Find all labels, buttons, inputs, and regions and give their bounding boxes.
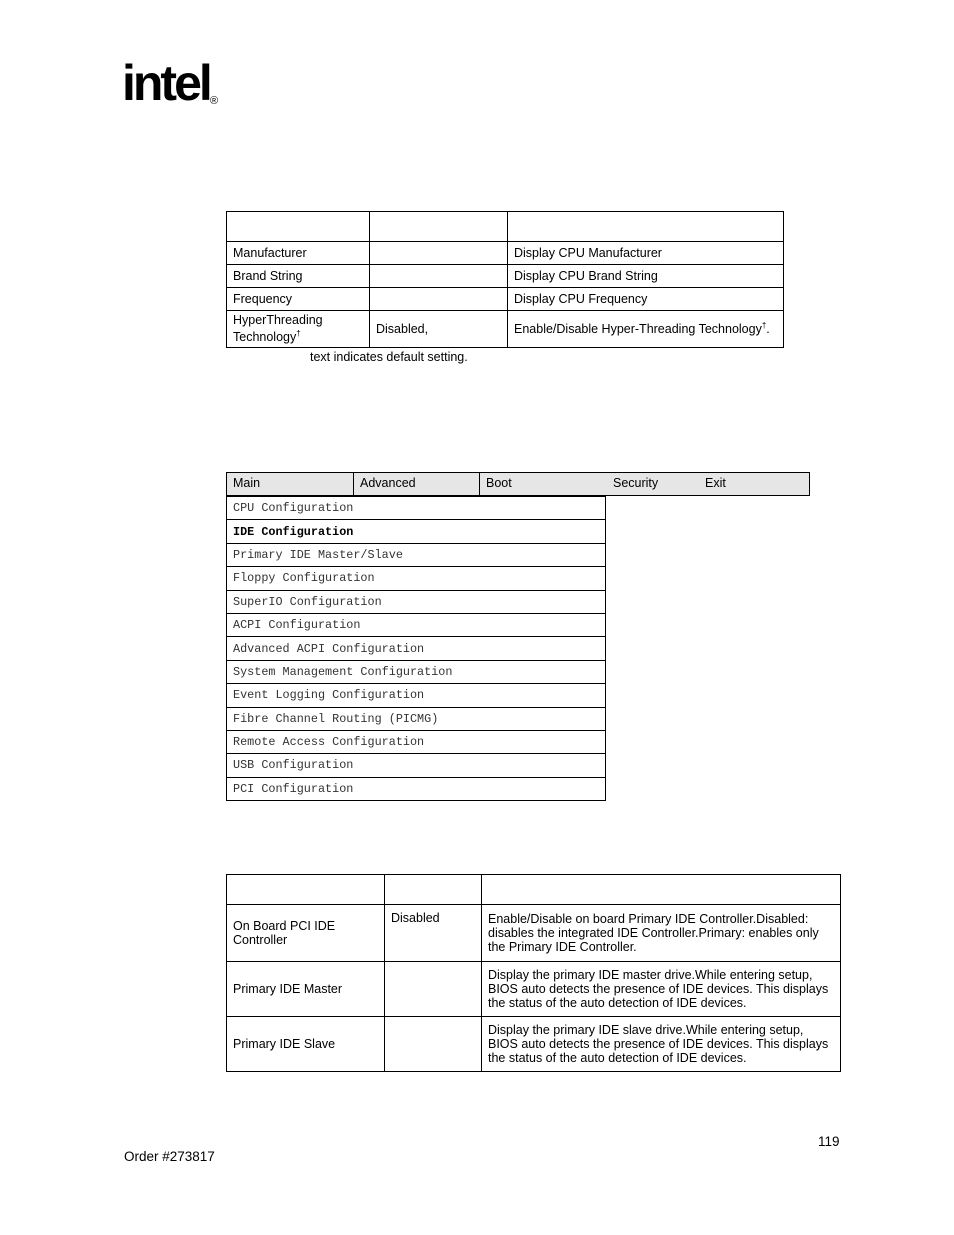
menu-row — [227, 684, 606, 707]
tab-exit[interactable]: Exit — [705, 476, 726, 490]
option-name: Brand String — [227, 265, 370, 288]
table-row — [227, 905, 841, 962]
menu-row — [227, 497, 606, 520]
option-value — [385, 1017, 482, 1072]
menu-row — [227, 730, 606, 753]
option-description: Enable/Disable Hyper-Threading Technology — [514, 322, 762, 337]
menu-row — [227, 520, 606, 543]
table-row — [227, 288, 784, 311]
cpu-config-table — [226, 211, 784, 348]
table-header-row — [227, 875, 841, 905]
menu-row — [227, 543, 606, 566]
option-description: Display the primary IDE slave drive.While entering setup, BIOS auto detects the presence of IDE devices. This displays the status of the auto detection of IDE devices. — [482, 1017, 841, 1072]
option-value — [370, 288, 508, 311]
menu-item-system-management-configuration[interactable]: System Management Configuration — [227, 660, 606, 683]
option-value: Disabled, — [370, 311, 508, 348]
table-row — [227, 311, 784, 348]
dagger-mark: † — [761, 321, 767, 331]
option-name: Primary IDE Master — [227, 962, 385, 1017]
option-name: Manufacturer — [227, 242, 370, 265]
menu-item-usb-configuration[interactable]: USB Configuration — [227, 754, 606, 777]
bios-menu-bar — [226, 472, 810, 496]
page-number: 119 — [818, 1134, 840, 1149]
option-description: Enable/Disable on board Primary IDE Controller.Disabled: disables the integrated IDE Controller.Primary: enables only the Primary IDE Controller. — [482, 905, 841, 962]
intel-logo — [122, 56, 226, 122]
table-row — [227, 962, 841, 1017]
description-end: . — [766, 322, 770, 337]
tab-advanced[interactable]: Advanced — [354, 473, 480, 495]
menu-row — [227, 613, 606, 636]
menu-row — [227, 567, 606, 590]
menu-item-event-logging-configuration[interactable]: Event Logging Configuration — [227, 684, 606, 707]
option-name: HyperThreading Technology — [233, 313, 323, 345]
menu-item-ide-configuration[interactable]: IDE Configuration — [227, 520, 606, 543]
option-value — [385, 962, 482, 1017]
table-row — [227, 242, 784, 265]
option-description-cell — [508, 311, 784, 348]
option-name: On Board PCI IDE Controller — [227, 905, 385, 962]
menu-row — [227, 754, 606, 777]
table-row — [227, 265, 784, 288]
order-number: Order #273817 — [124, 1149, 215, 1164]
menu-row — [227, 707, 606, 730]
menu-item-superio-configuration[interactable]: SuperIO Configuration — [227, 590, 606, 613]
tab-main[interactable]: Main — [227, 473, 354, 495]
option-value: Disabled — [385, 905, 482, 962]
menu-item-advanced-acpi-configuration[interactable]: Advanced ACPI Configuration — [227, 637, 606, 660]
ide-config-table — [226, 874, 841, 1072]
menu-item-remote-access-configuration[interactable]: Remote Access Configuration — [227, 730, 606, 753]
menu-row — [227, 777, 606, 800]
menu-item-primary-ide-master-slave[interactable]: Primary IDE Master/Slave — [227, 543, 606, 566]
default-setting-note: text indicates default setting. — [310, 350, 468, 364]
option-description: Display the primary IDE master drive.While entering setup, BIOS auto detects the presence of IDE devices. This displays the status of the auto detection of IDE devices. — [482, 962, 841, 1017]
menu-row — [227, 637, 606, 660]
menu-row — [227, 660, 606, 683]
menu-item-cpu-configuration[interactable]: CPU Configuration — [227, 497, 606, 520]
option-name: Primary IDE Slave — [227, 1017, 385, 1072]
table-header-row — [227, 212, 784, 242]
option-name-cell — [227, 311, 370, 348]
table-row — [227, 1017, 841, 1072]
option-value — [370, 265, 508, 288]
advanced-menu-list — [226, 496, 606, 801]
menu-item-pci-configuration[interactable]: PCI Configuration — [227, 777, 606, 800]
option-value — [370, 242, 508, 265]
menu-item-acpi-configuration[interactable]: ACPI Configuration — [227, 613, 606, 636]
option-description: Display CPU Brand String — [508, 265, 784, 288]
menu-row — [227, 590, 606, 613]
dagger-mark: † — [296, 329, 301, 339]
intel-logo-icon — [122, 56, 226, 122]
tab-boot[interactable]: Boot — [486, 476, 512, 490]
option-name: Frequency — [227, 288, 370, 311]
menu-item-fibre-channel-routing[interactable]: Fibre Channel Routing (PICMG) — [227, 707, 606, 730]
option-description: Display CPU Frequency — [508, 288, 784, 311]
registered-mark: ® — [210, 95, 219, 107]
tab-security[interactable]: Security — [613, 476, 659, 490]
menu-item-floppy-configuration[interactable]: Floppy Configuration — [227, 567, 606, 590]
option-description: Display CPU Manufacturer — [508, 242, 784, 265]
logo-text: intel — [122, 56, 210, 111]
